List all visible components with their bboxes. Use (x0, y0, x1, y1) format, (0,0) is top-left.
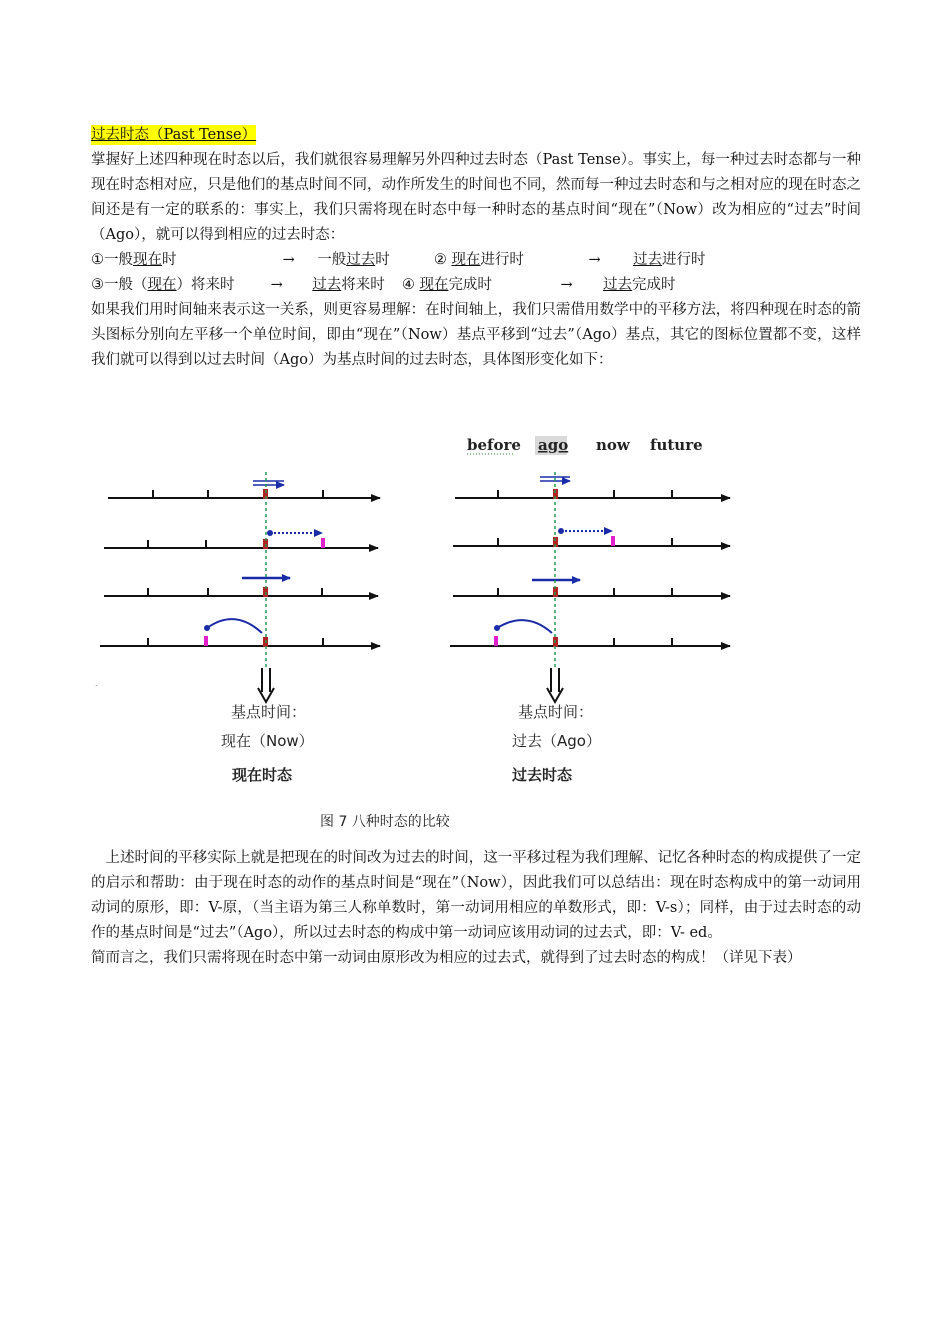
item-number: ② (433, 252, 447, 268)
figure-caption: 图 7 八种时态的比较 (320, 814, 450, 830)
right-axes (450, 472, 730, 702)
mapping-row-2 (91, 273, 861, 298)
past-marker (204, 636, 208, 646)
conclusion-paragraph: 上述时间的平移实际上就是把现在的时间改为过去的时间，这一平移过程为我们理解、记忆各种时态的构成提供了一定的启示和帮助：由于现在时态的动作的基点时间是“现在”（Now），因此我们可以总结出：现在时态构成中的第一动词用动词的原形，即：V-原，（当主语为第三人称单数时，第一动词用相应的单数形式，即：V-s）；同样，由于过去时态的动作的基点时间是“过去”（Ago），所以过去时态的构成中第一动词应该用动词的过去式，即：V- ed。 (91, 850, 861, 941)
mapping-cell (312, 273, 397, 298)
label-future: future (650, 436, 703, 454)
mapping-cell (603, 273, 676, 298)
left-base-value: 现在（Now） (221, 732, 314, 750)
left-base-label: 基点时间： (231, 703, 307, 721)
right-arrow-icon: → (560, 277, 573, 293)
mapping-cell (317, 248, 429, 273)
start-dot (267, 530, 273, 536)
past-marker (494, 636, 498, 646)
right-base-value: 过去（Ago） (512, 732, 601, 750)
summary-paragraph: 简而言之，我们只需将现在时态中第一动词由原形改为相应的过去式，就得到了过去时态的构成！（详见下表） (91, 950, 802, 966)
stray-mark: . (95, 679, 98, 688)
intro-paragraph: 掌握好上述四种现在时态以后，我们就很容易理解另外四种过去时态（Past Tense）。事实上，每一种过去时态都与一种现在时态相对应，只是他们的基点时间不同，动作所发生的时间也不同，然而每一种过去时态和与之相对应的现在时态之间还是有一定的联系的：事实上，我们只需将现在时态中每一种时态的基点时间“现在”（Now）改为相应的“过去”时间（Ago），就可以得到相应的过去时态： (91, 152, 861, 243)
underlined-term: 现在 (147, 277, 177, 293)
mapping-text: 进行时 (662, 252, 706, 268)
tick-marks (498, 490, 672, 646)
start-dot (558, 528, 564, 534)
mapping-cell (91, 273, 266, 298)
curved-arrow-icon (497, 620, 552, 633)
underlined-term: 过去 (346, 252, 376, 268)
mapping-row-1 (91, 248, 861, 273)
item-number: ③ (91, 277, 104, 293)
underlined-term: 过去 (633, 252, 663, 268)
explain-paragraph: 如果我们用时间轴来表示这一关系，则更容易理解：在时间轴上，我们只需借用数学中的平移方法，将四种现在时态的箭头图标分别向左平移一个单位时间，即由“现在”（Now）基点平移到“过去”（Ago）基点，其它的图标位置都不变，这样我们就可以得到以过去时间（Ago）为基点时间的过去时态，具体图形变化如下： (91, 302, 861, 368)
mapping-text: ）将来时 (176, 277, 235, 293)
future-marker (611, 536, 615, 546)
down-arrow-icon (547, 668, 563, 702)
curved-arrow-icon (207, 619, 262, 633)
right-base-label: 基点时间： (518, 703, 594, 721)
mapping-text: 一般（ (104, 277, 148, 293)
figure-svg (90, 420, 740, 840)
mapping-cell (402, 273, 556, 298)
right-arrow-icon: → (282, 252, 295, 268)
mapping-text: 完成时 (448, 277, 492, 293)
tense-comparison-figure (90, 420, 740, 840)
document-body (91, 123, 861, 373)
item-number: ① (91, 252, 104, 268)
underlined-term: 现在 (419, 277, 449, 293)
underlined-term: 现在 (133, 252, 162, 268)
left-tense-label: 现在时态 (232, 766, 293, 784)
right-arrow-icon: → (588, 252, 601, 268)
mapping-text: 将来时 (341, 277, 385, 293)
mapping-text: 一般 (317, 252, 347, 268)
future-marker (321, 538, 325, 548)
right-arrow-icon: → (270, 277, 283, 293)
underlined-term: 现在 (451, 252, 481, 268)
label-now: now (596, 436, 630, 454)
section-heading: 过去时态（Past Tense） (91, 127, 257, 143)
tick-marks (148, 490, 323, 646)
left-axes (100, 472, 380, 702)
mapping-cell (91, 248, 278, 273)
mapping-cell (434, 248, 584, 273)
mapping-text: 完成时 (632, 277, 676, 293)
mapping-text: 时 (375, 252, 390, 268)
underlined-term: 过去 (312, 277, 342, 293)
item-number: ④ (401, 277, 415, 293)
conclusion-section (91, 846, 861, 971)
right-tense-label: 过去时态 (512, 766, 573, 784)
mapping-text: 一般 (104, 252, 133, 268)
down-arrow-icon (258, 668, 274, 702)
underlined-term: 过去 (603, 277, 633, 293)
mapping-text: 时 (162, 252, 177, 268)
mapping-text: 进行时 (480, 252, 524, 268)
mapping-cell (633, 248, 706, 273)
label-ago: ago (538, 436, 569, 454)
label-before: before (467, 436, 521, 454)
